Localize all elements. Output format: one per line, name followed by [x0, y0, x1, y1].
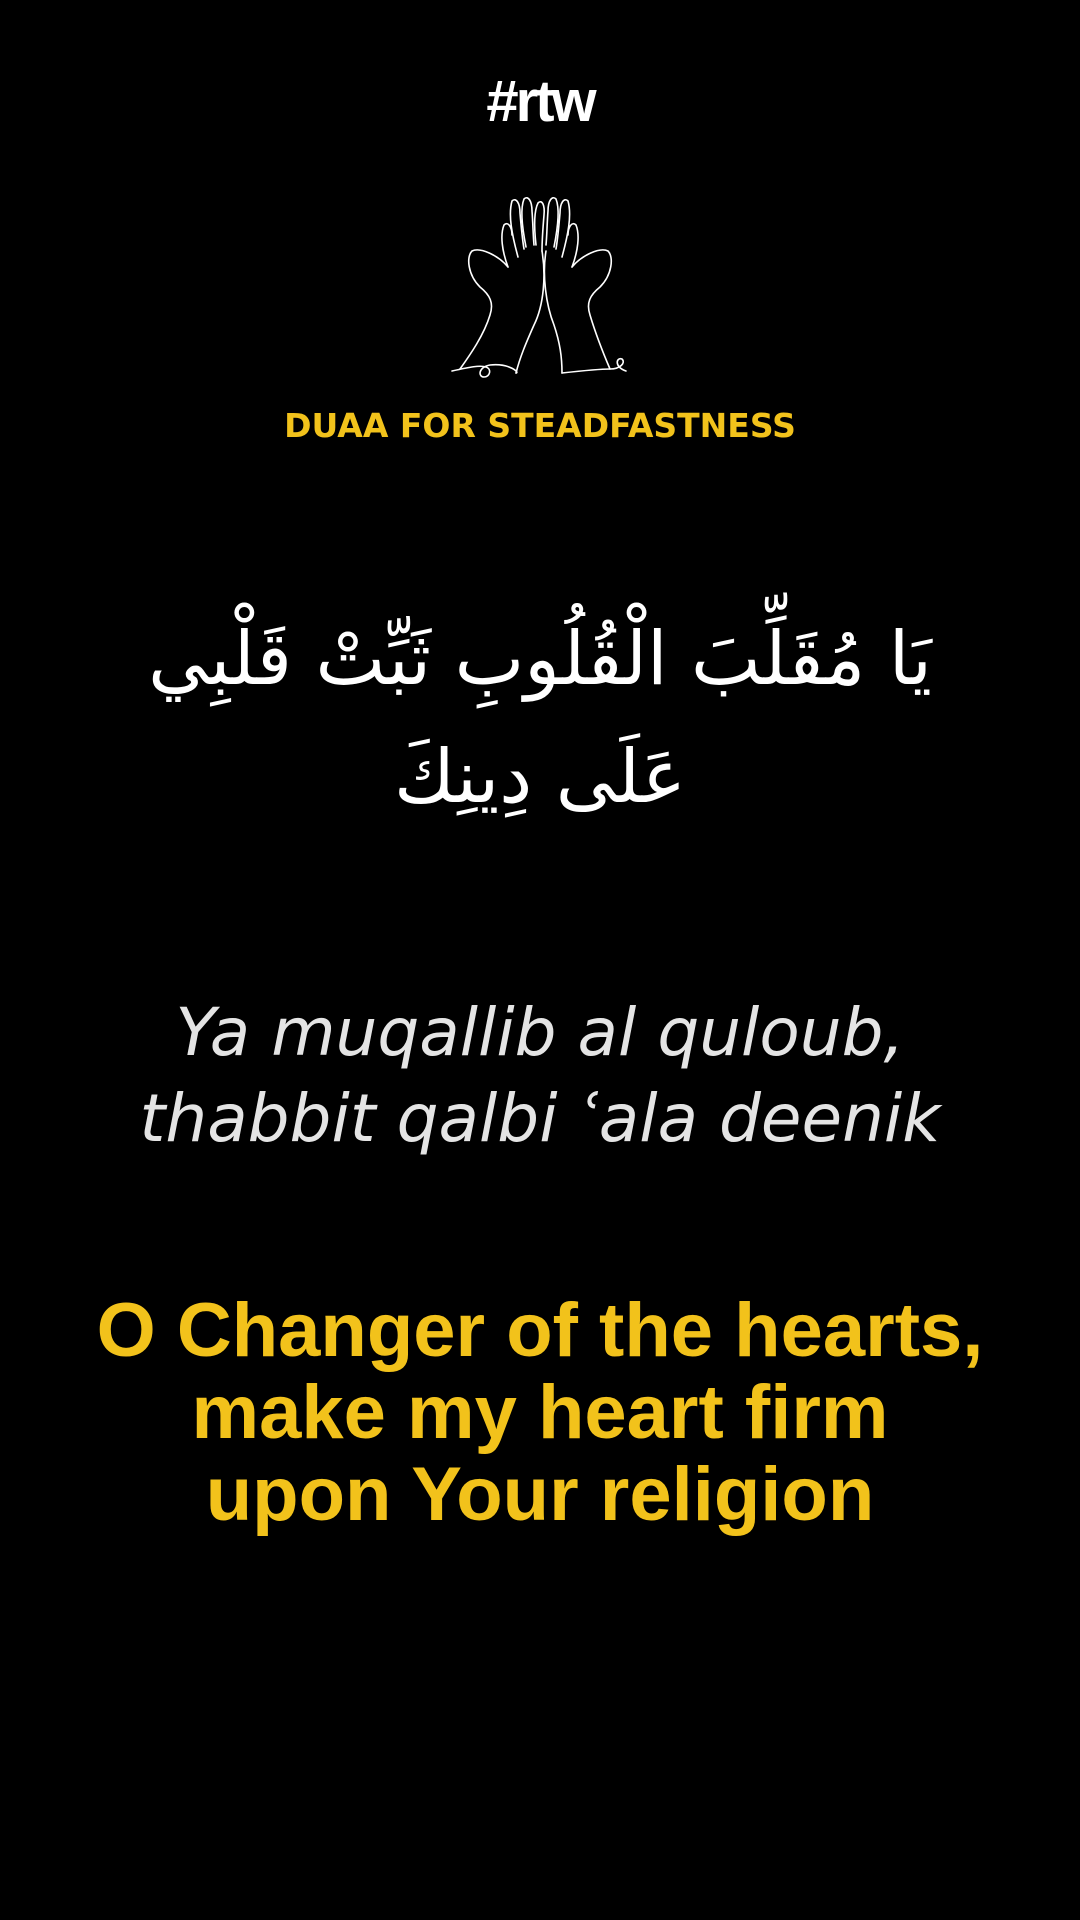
brand-logo: #rtw	[486, 69, 594, 134]
duaa-arabic-text: يَا مُقَلِّبَ الْقُلُوبِ ثَبِّتْ قَلْبِي عَلَى دِينِكَ	[148, 616, 932, 820]
page-title: DUAA FOR STEADFASTNESS	[284, 406, 796, 445]
duaa-transliteration: Ya muqallib al quloub, thabbit qalbi ʿala deenik	[139, 994, 941, 1157]
praying-hands-icon	[450, 195, 630, 385]
duaa-translation: O Changer of the hearts, make my heart firm upon Your religion	[96, 1288, 984, 1537]
